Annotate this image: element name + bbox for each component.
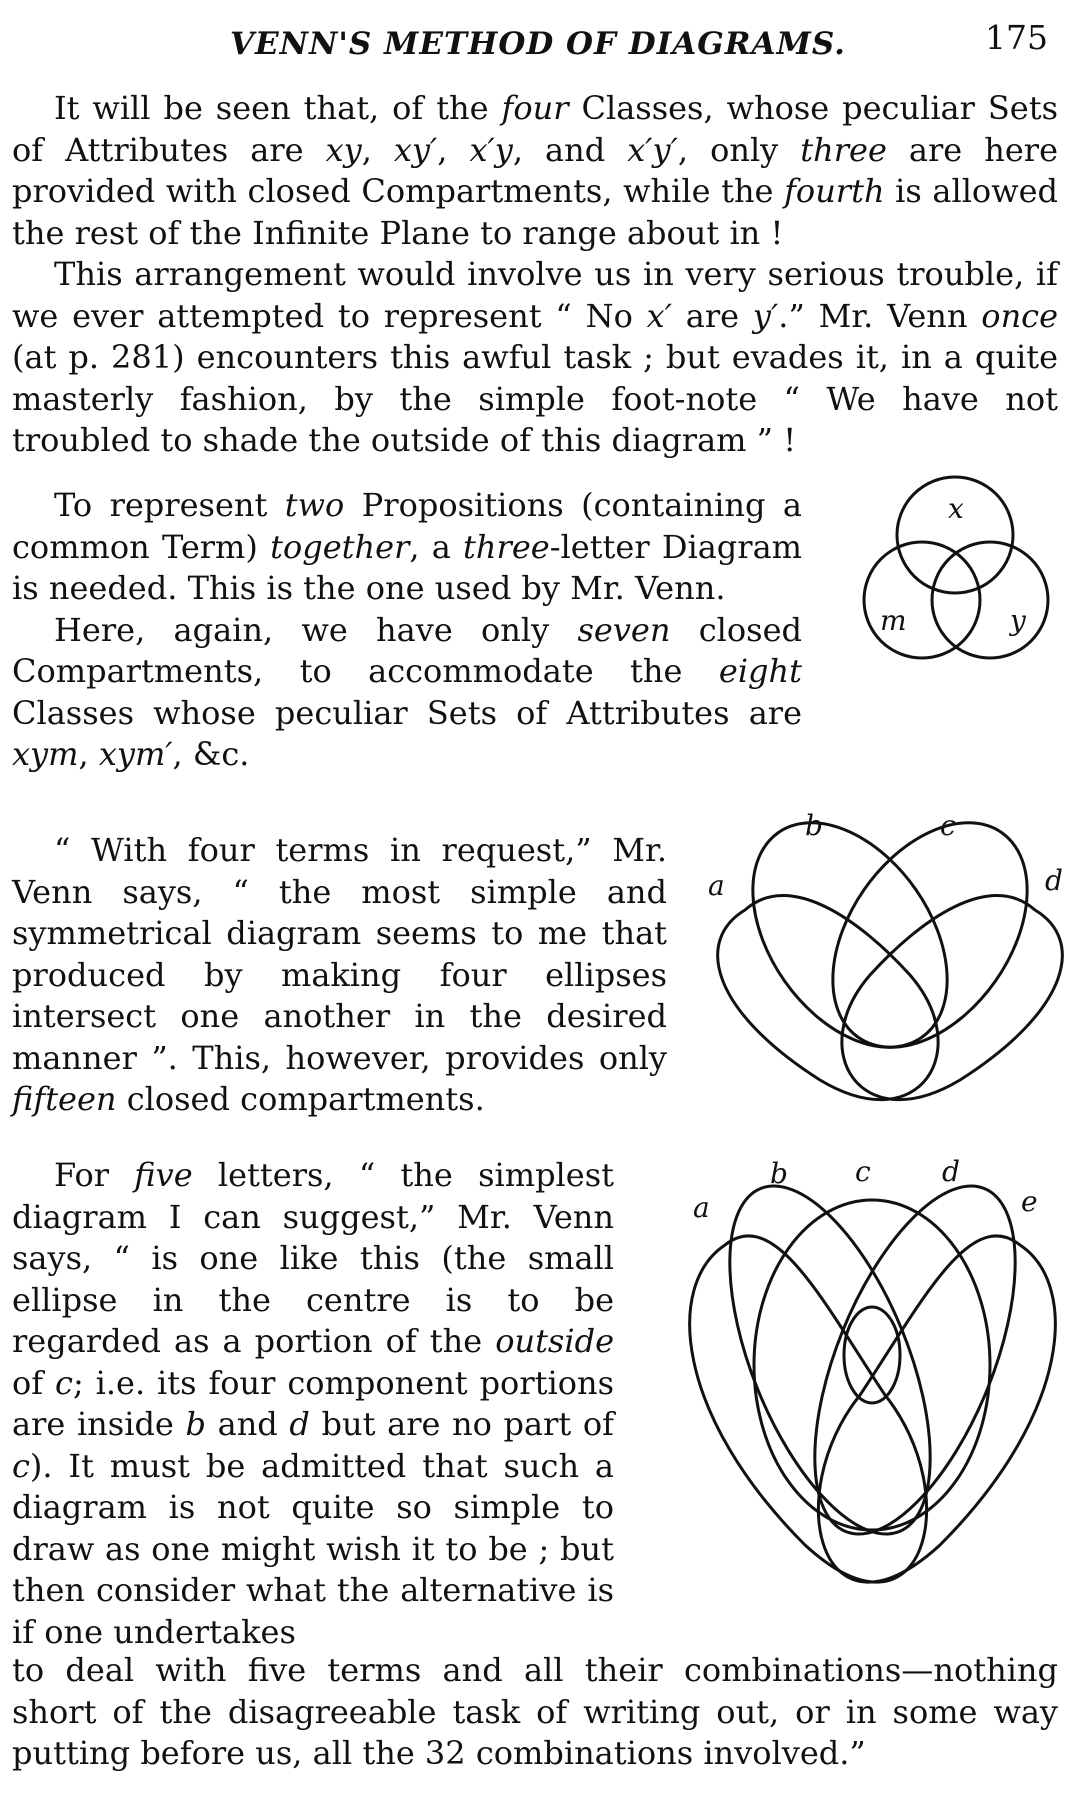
label-m: m [880,604,907,637]
paragraph-6: For five letters, “ the simplest diagram I can suggest,” Mr. Venn says, “ is one like this (the small ellipse in the centre is to be regarded as a portion of the outside of c; i.e. its four component portions are inside b and d but are no part of c). It must be admitted that such a diagram is not quite so simple to draw as one might wish it to be ; but then consider what the alternative is if one undertakes [12,1156,615,1651]
three-term-venn-diagram [840,470,1070,680]
label-e: e [1021,1185,1038,1218]
label-d: d [942,1155,960,1188]
page-header [0,18,1080,68]
text-block-three-term [12,485,802,776]
label-b: b [770,1157,788,1190]
paragraph-1: It will be seen that, of the four Classes, whose peculiar Sets of Attributes are xy, xy′, x′y, and x′y′, only three are here provided with closed Compartments, while the fourth is allowed the rest of the Infinite Plane to range about in ! [12,89,1059,252]
label-c: c [940,809,956,842]
paragraph-3: To represent two Propositions (containing a common Term) together, a three-letter Diagram is needed. This is the one used by Mr. Venn. [12,486,803,607]
running-title: VENN'S METHOD OF DIAGRAMS. [230,26,846,62]
label-a: a [693,1191,710,1224]
label-y: y [1010,604,1026,637]
paragraph-4: Here, again, we have only seven closed Compartments, to accommodate the eight Classes whose peculiar Sets of Attributes are xym, xym′, &c. [12,610,803,773]
label-b: b [805,809,823,842]
ellipse-c-centre [844,1307,900,1403]
page-number: 175 [985,18,1048,57]
circle-m [864,542,980,658]
text-block-five-term [12,1155,614,1653]
text-block-top [12,88,1058,462]
four-term-venn-diagram [700,810,1080,1110]
paragraph-5: “ With four terms in request,” Mr. Venn says, “ the most simple and symmetrical diagram seems to me that produced by making four ellipses intersect one another in the desired manner ”. This, however, provides only fifteen closed compartments. [12,831,667,1118]
label-a: a [708,869,725,902]
ellipse-a [690,1236,927,1582]
five-term-venn-diagram [665,1155,1080,1605]
paragraph-6-continued: to deal with five terms and all their combinations—nothing short of the disagreeable task of writing out, or in some way putting before us, all the 32 combinations involved.” [12,1651,1058,1772]
ellipse-c [793,787,1067,1084]
paragraph-2: This arrangement would involve us in very serious trouble, if we ever attempted to represent “ No x′ are y′.” Mr. Venn once (at p. 281) encounters this awful task ; but evades it, in a quite masterly fashion, by the simple foot-note “ We have not troubled to shade the outside of this diagram ” ! [12,255,1059,459]
ellipse-e [818,1236,1055,1582]
text-block-four-term [12,830,667,1121]
circle-y [932,542,1048,658]
ellipse-c [754,1200,990,1530]
label-x: x [948,492,964,525]
text-block-bottom [12,1650,1058,1775]
ellipse-a [718,896,938,1100]
ellipse-d [842,896,1062,1100]
label-c: c [855,1155,871,1188]
label-d: d [1045,864,1063,897]
